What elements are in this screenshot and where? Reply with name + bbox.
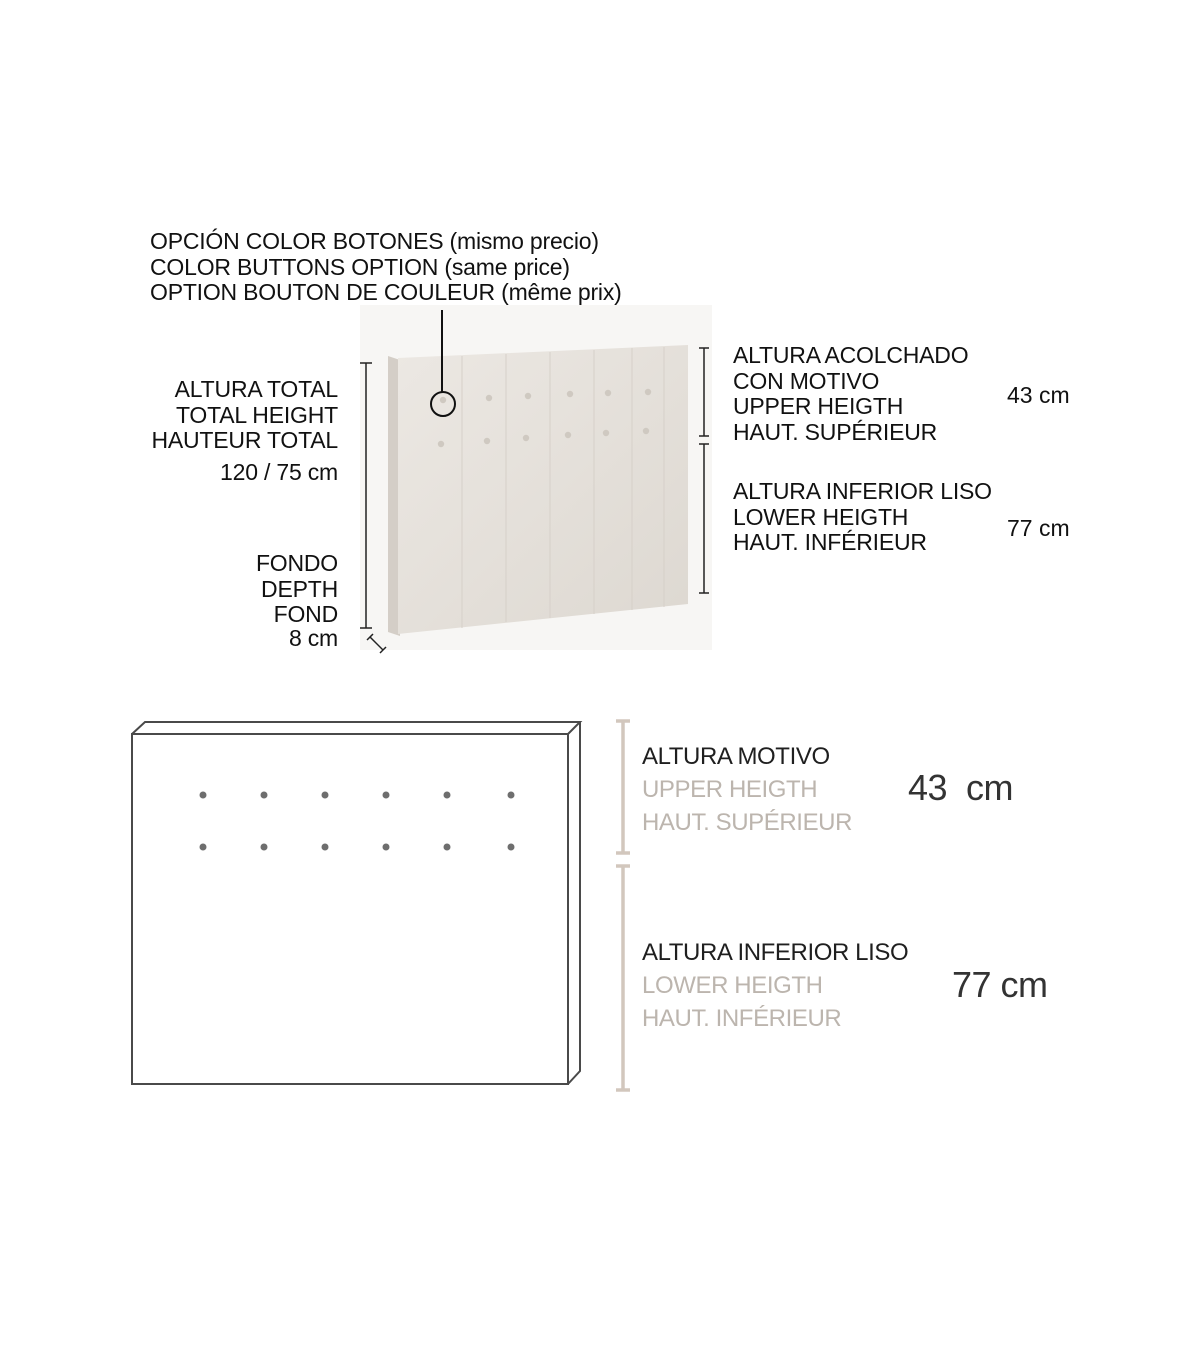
total-height-line-en: TOTAL HEIGHT bbox=[175, 401, 338, 428]
lower-plain-value: 77 cm bbox=[1007, 515, 1070, 541]
upper-padded-line-4: HAUT. SUPÉRIEUR bbox=[733, 418, 938, 445]
drawing-front-face bbox=[132, 734, 568, 1084]
depth-label bbox=[255, 550, 338, 651]
buttons-option-line-en: COLOR BUTTONS OPTION (same price) bbox=[150, 253, 570, 280]
motif-height-line-fr: HAUT. SUPÉRIEUR bbox=[642, 809, 853, 836]
lower-height-value: 77 cm bbox=[952, 964, 1048, 1005]
upper-padded-line-2: CON MOTIVO bbox=[733, 367, 880, 394]
lower-height-line-es: ALTURA INFERIOR LISO bbox=[642, 939, 909, 966]
lower-height-label bbox=[642, 936, 908, 1035]
motif-height-label bbox=[642, 740, 852, 839]
motif-height-value: 43 cm bbox=[908, 767, 1014, 808]
depth-line-es: FONDO bbox=[255, 550, 338, 576]
lower-height-line-fr: HAUT. INFÉRIEUR bbox=[642, 1005, 842, 1032]
buttons-option-line-es: OPCIÓN COLOR BOTONES (mismo precio) bbox=[150, 228, 599, 254]
upper-padded-line-1: ALTURA ACOLCHADO bbox=[733, 342, 969, 368]
lower-plain-line-1: ALTURA INFERIOR LISO bbox=[733, 478, 992, 504]
upper-padded-line-3: UPPER HEIGTH bbox=[733, 393, 904, 419]
lower-height-line-en: LOWER HEIGTH bbox=[642, 972, 823, 999]
depth-line-en: DEPTH bbox=[261, 575, 338, 602]
buttons-option-line-fr: OPTION BOUTON DE COULEUR (même prix) bbox=[150, 279, 622, 305]
motif-height-line-es: ALTURA MOTIVO bbox=[642, 743, 830, 770]
depth-value: 8 cm bbox=[288, 624, 338, 651]
upper-padded-value: 43 cm bbox=[1007, 382, 1070, 408]
upper-padded-label bbox=[733, 343, 968, 445]
buttons-option-label bbox=[150, 229, 622, 306]
total-height-line-es: ALTURA TOTAL bbox=[174, 376, 338, 402]
total-height-label bbox=[151, 377, 338, 454]
lower-plain-line-3: HAUT. INFÉRIEUR bbox=[733, 529, 927, 555]
motif-height-line-en: UPPER HEIGTH bbox=[642, 776, 818, 803]
total-height-value: 120 / 75 cm bbox=[220, 459, 338, 485]
depth-line-fr: FOND bbox=[273, 601, 338, 627]
lower-plain-line-2: LOWER HEIGTH bbox=[733, 503, 909, 530]
lower-plain-label bbox=[733, 479, 992, 556]
total-height-line-fr: HAUTEUR TOTAL bbox=[151, 427, 338, 453]
